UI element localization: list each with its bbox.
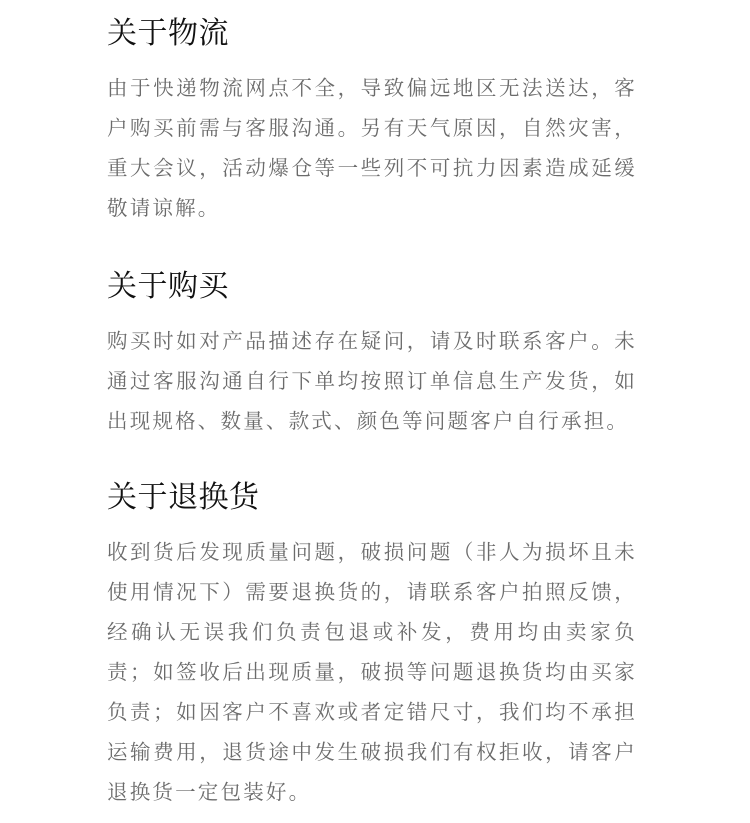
section-title-logistics: 关于物流 <box>107 16 229 51</box>
section-purchase <box>107 267 637 441</box>
section-logistics <box>107 14 637 228</box>
section-title-purchase: 关于购买 <box>107 269 229 304</box>
section-return-exchange <box>107 478 637 812</box>
section-body-logistics: 由于快递物流网点不全，导致偏远地区无法送达，客户购买前需与客服沟通。另有天气原因，自然灾害，重大会议，活动爆仓等一些列不可抗力因素造成延缓敬请谅解。 <box>107 76 637 220</box>
section-body-return-exchange: 收到货后发现质量问题，破损问题（非人为损坏且未使用情况下）需要退换货的，请联系客户拍照反馈，经确认无误我们负责包退或补发，费用均由卖家负责；如签收后出现质量，破损等问题退换货均由买家负责；如因客户不喜欢或者定错尺寸，我们均不承担运输费用，退货途中发生破损我们有权拒收，请客户退换货一定包装好。 <box>107 540 637 804</box>
section-body-purchase: 购买时如对产品描述存在疑问，请及时联系客户。未通过客服沟通自行下单均按照订单信息生产发货，如出现规格、数量、款式、颜色等问题客户自行承担。 <box>107 329 637 433</box>
section-title-return-exchange: 关于退换货 <box>107 480 260 515</box>
